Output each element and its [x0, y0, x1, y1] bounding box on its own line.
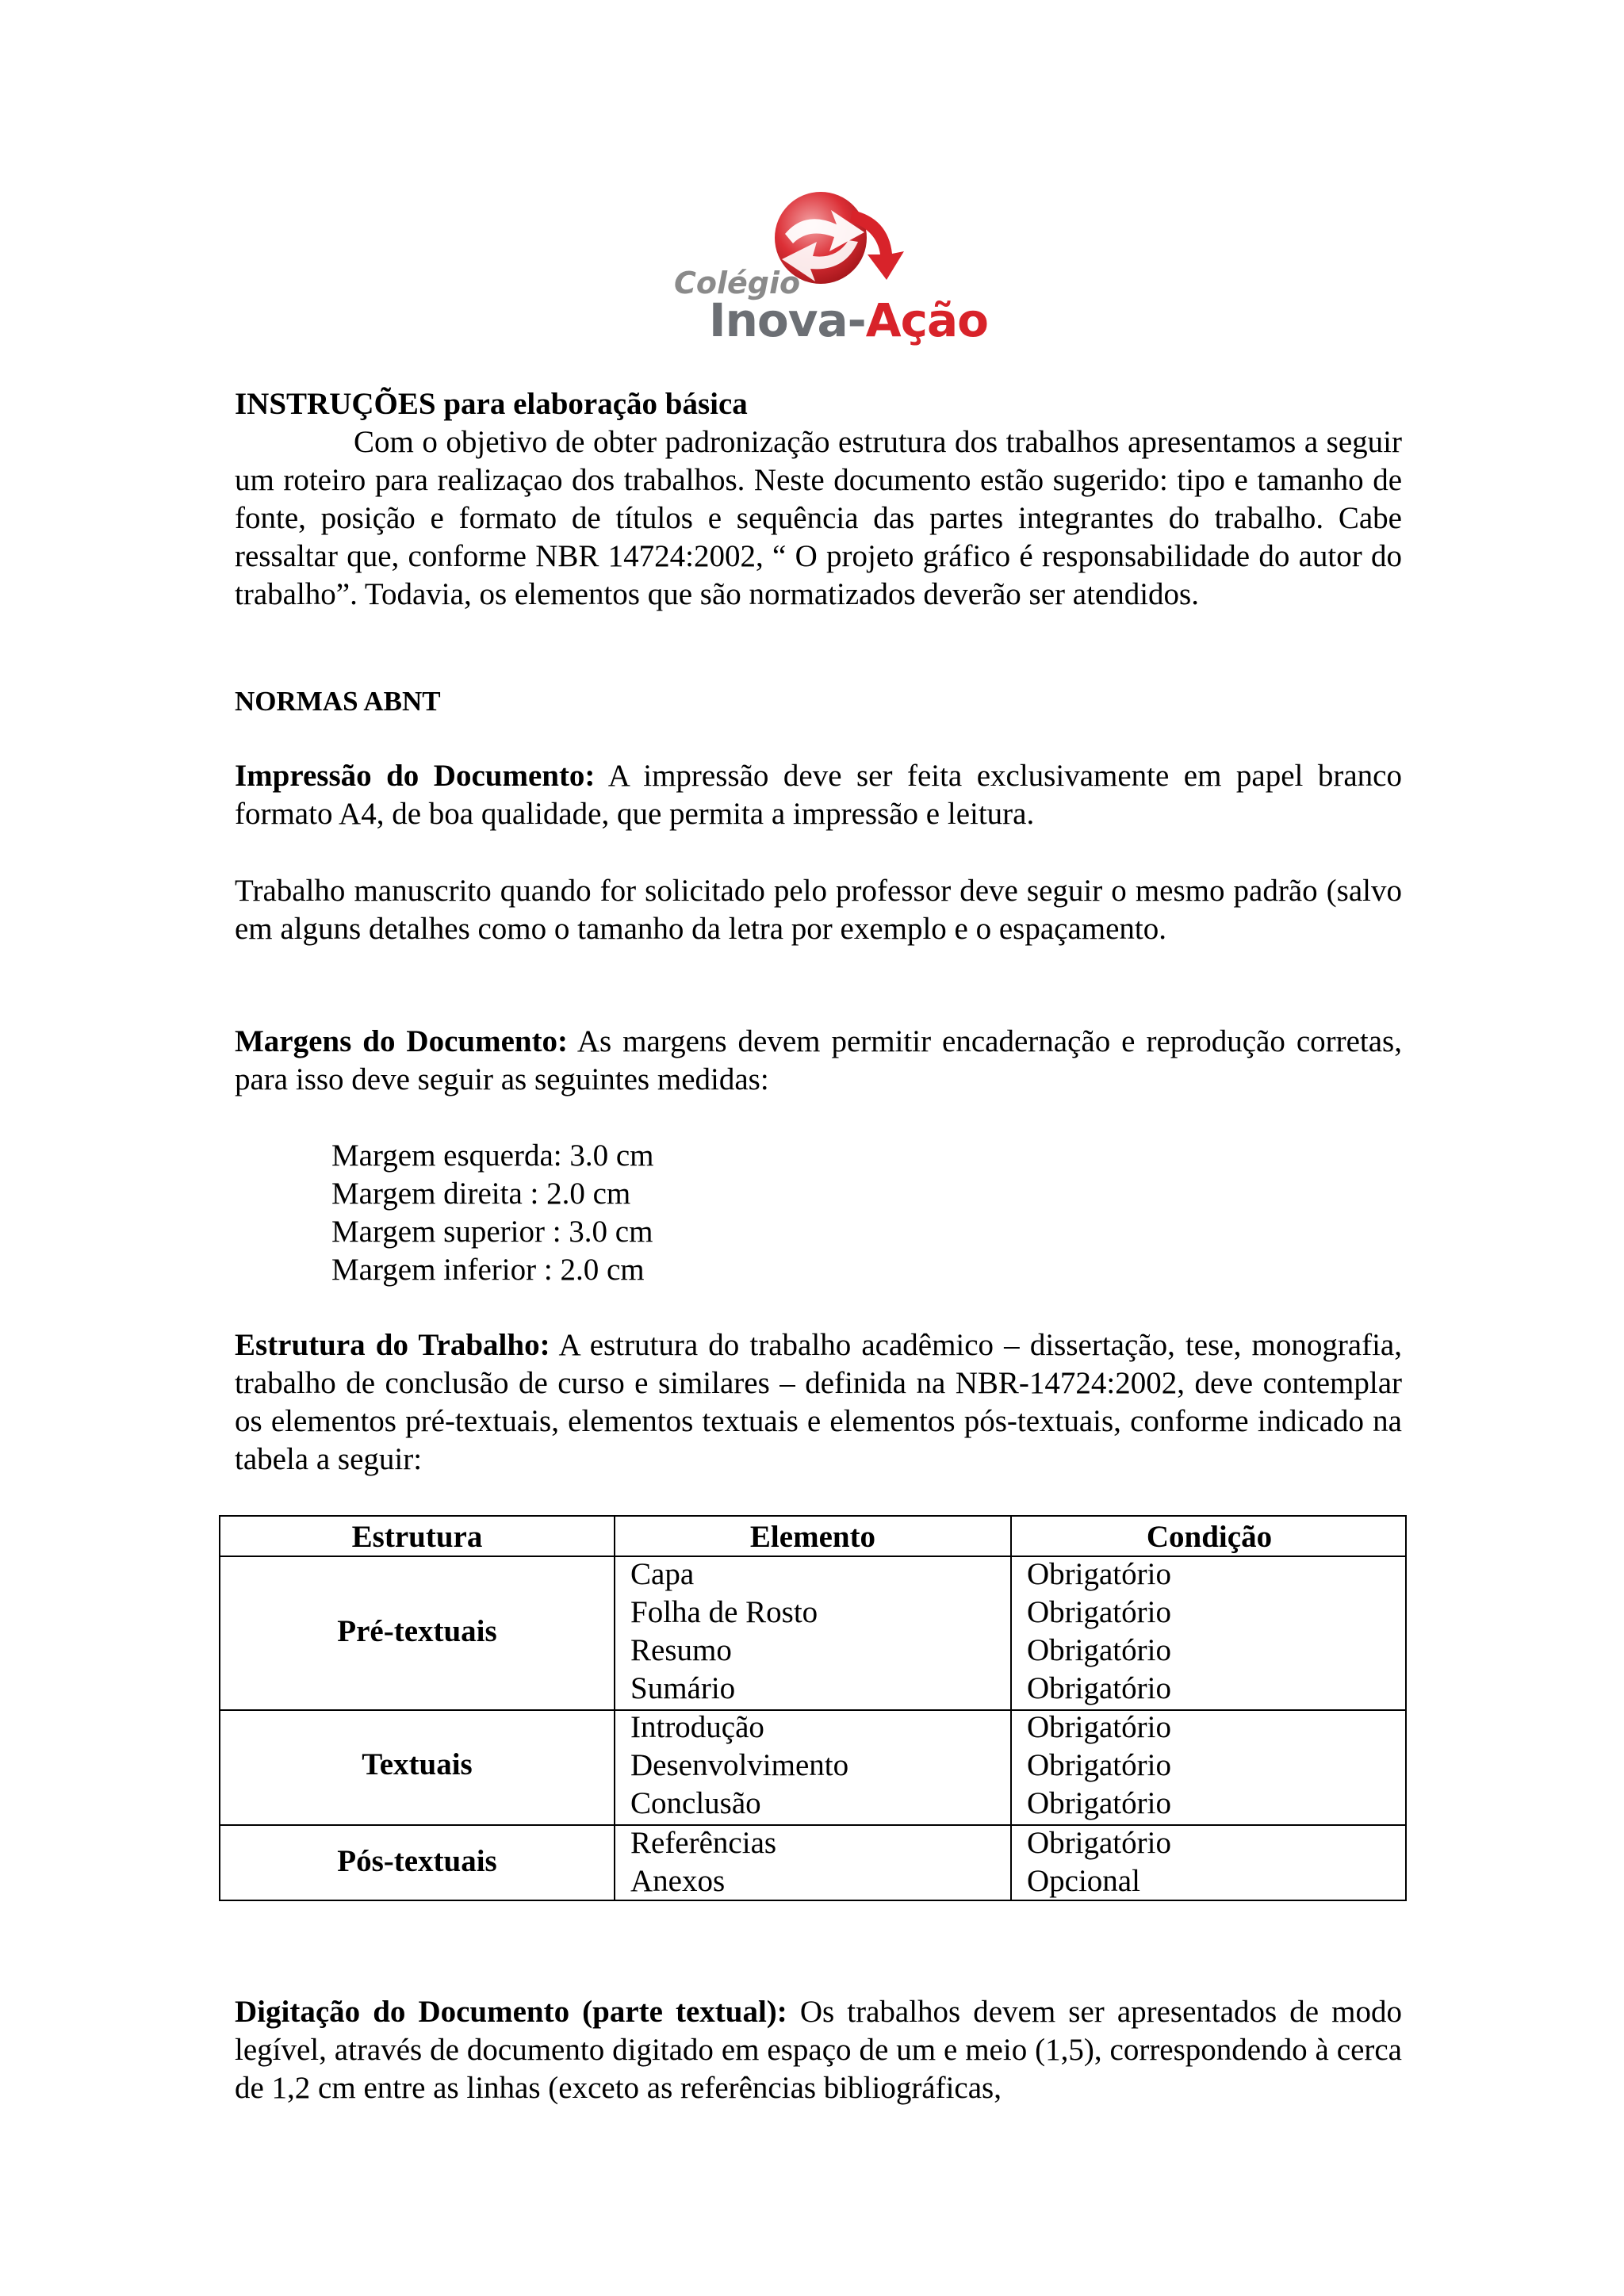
logo-colegio-text: Colégio [674, 266, 801, 300]
table-cell-elemento: Desenvolvimento [630, 1748, 849, 1782]
school-logo [674, 186, 989, 353]
table-cell-elemento: Sumário [630, 1671, 736, 1705]
table-cell-elemento: Capa [630, 1557, 695, 1591]
table-cell-condicao: Obrigatório [1027, 1748, 1171, 1782]
impressao-paragraph: Impressão do Documento: A impressão deve ser feita exclusivamente em papel branco formato A4, de boa qualidade, que permita a impressão e leitura. [235, 759, 1402, 831]
table-cell-condicao: Obrigatório [1027, 1595, 1171, 1629]
margin-item: Margem inferior : 2.0 cm [331, 1253, 645, 1287]
intro-paragraph: Com o objetivo de obter padronização estrutura dos trabalhos apresentamos a seguir um roteiro para realizaçao dos trabalhos. Neste documento estão sugerido: tipo e tamanho de fonte, posição e formato de títulos e sequência das partes integrantes do trabalho. Cabe ressaltar que, conforme NBR 14724:2002, “ O projeto gráfico é responsabilidade do autor do trabalho”. Todavia, os elementos que são normatizados deverão ser atendidos. [235, 425, 1402, 611]
table-cell-condicao: Opcional [1027, 1864, 1140, 1898]
margin-item: Margem superior : 3.0 cm [331, 1215, 653, 1249]
group-label-pos-textuais: Pós-textuais [337, 1844, 497, 1878]
table-header-elemento: Elemento [749, 1520, 876, 1554]
table-cell-condicao: Obrigatório [1027, 1633, 1171, 1667]
table-cell-elemento: Resumo [630, 1633, 732, 1667]
table-cell-condicao: Obrigatório [1027, 1786, 1171, 1820]
margin-item: Margem direita : 2.0 cm [331, 1177, 631, 1211]
table-cell-elemento: Introdução [630, 1710, 764, 1744]
table-header-estrutura: Estrutura [351, 1520, 483, 1554]
document-heading: INSTRUÇÕES para elaboração básica [235, 387, 748, 421]
margin-list [331, 1137, 654, 1289]
table-header-condicao: Condição [1146, 1520, 1273, 1554]
table-cell-condicao: Obrigatório [1027, 1826, 1171, 1860]
estrutura-paragraph: Estrutura do Trabalho: A estrutura do trabalho acadêmico – dissertação, tese, monografia, trabalho de conclusão de curso e similares – definida na NBR-14724:2002, deve contemplar os elementos pré-textuais, elementos textuais e elementos pós-textuais, conforme indicado na tabela a seguir: [235, 1328, 1402, 1476]
table-cell-condicao: Obrigatório [1027, 1557, 1171, 1591]
table-cell-elemento: Conclusão [630, 1786, 761, 1820]
table-cell-elemento: Anexos [630, 1864, 726, 1898]
group-label-textuais: Textuais [362, 1747, 473, 1781]
table-cell-elemento: Folha de Rosto [630, 1595, 818, 1629]
group-label-pre-textuais: Pré-textuais [337, 1614, 497, 1648]
margin-item: Margem esquerda: 3.0 cm [331, 1138, 654, 1173]
table-cell-condicao: Obrigatório [1027, 1671, 1171, 1705]
structure-table [219, 1515, 1407, 1901]
logo-name-text: Inova-Ação [709, 293, 989, 347]
normas-heading: NORMAS ABNT [235, 686, 441, 717]
digitacao-paragraph: Digitação do Documento (parte textual): Os trabalhos devem ser apresentados de modo legível, através de documento digitado em espaço de um e meio (1,5), correspondendo à cerca de 1,2 cm entre as linhas (exceto as referências bibliográficas, [235, 1995, 1402, 2105]
manuscrito-paragraph: Trabalho manuscrito quando for solicitado pelo professor deve seguir o mesmo padrão (salvo em alguns detalhes como o tamanho da letra por exemplo e o espaçamento. [235, 874, 1402, 946]
table-cell-elemento: Referências [630, 1826, 777, 1860]
table-cell-condicao: Obrigatório [1027, 1710, 1171, 1744]
margens-paragraph: Margens do Documento: As margens devem permitir encadernação e reprodução corretas, para isso deve seguir as seguintes medidas: [235, 1024, 1402, 1096]
